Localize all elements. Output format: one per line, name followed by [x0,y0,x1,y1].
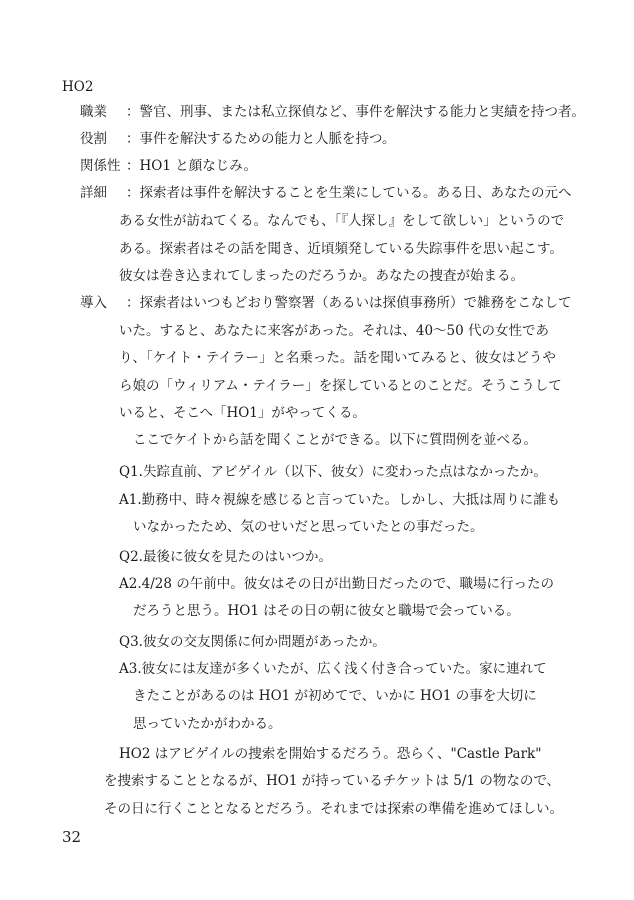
field-label: 職業 [80,104,107,120]
paragraph-line: 彼女は巻き込まれてしまったのだろうか。あなたの捜査が始まる。 [119,268,524,284]
field-shokugyo [80,106,585,120]
field-label: 役割 [80,131,107,147]
field-text: ：HO1 と顔なじみ。 [126,158,258,174]
field-text: ：探索者は事件を解決することを生業にしている。ある日、あなたの元へ [126,185,572,201]
field-yakuwari [80,133,395,147]
field-label: 導入 [80,295,107,311]
closing-line: その日に行くこととなるとだろう。それまでは探索の準備を進めてほしい。 [104,801,563,817]
answer-2-line: だろうと思う。HO1 はその日の朝に彼女と職場で会っている。 [133,603,520,619]
closing-line: HO2 はアビゲイルの捜索を開始するだろう。恐らく、"Castle Park" [119,746,542,762]
field-shosai [80,187,572,201]
answer-3-line: 思っていたかがわかる。 [133,716,282,732]
answer-3-line: きたことがあるのは HO1 が初めてで、いかに HO1 の事を大切に [133,688,537,704]
answer-1-line: いなかったため、気のせいだと思っていたとの事だった。 [133,519,484,535]
paragraph-line: ここでケイトから話を聞くことができる。以下に質問例を並べる。 [133,432,538,448]
field-donyu [80,297,572,311]
paragraph-line: いると、そこへ「HO1」がやってくる。 [119,405,366,421]
field-text: ：探索者はいつもどおり警察署（あるいは探偵事務所）で雑務をこなして [126,295,572,311]
answer-3-line: A3.彼女には友達が多くいたが、広く浅く付き合っていた。家に連れて [119,661,547,677]
paragraph-line: り、「ケイト・テイラー」と名乗った。話を聞いてみると、彼女はどうや [119,350,556,366]
field-label: 関係性 [80,158,121,174]
paragraph-line: ある。探索者はその話を聞き、近頃頻発している失踪事件を思い起こす。 [119,241,563,257]
question-2: Q2.最後に彼女を見たのはいつか。 [119,549,332,565]
question-1: Q1.失踪直前、アビゲイル（以下、彼女）に変わった点はなかったか。 [119,464,547,480]
paragraph-line: ある女性が訪ねてくる。なんでも、「『人探し』をして欲しい」というので [119,213,565,229]
paragraph-line: いた。すると、あなたに来客があった。それは、40～50 代の女性であ [119,323,550,339]
answer-2-line: A2.4/28 の午前中。彼女はその日が出勤日だったので、職場に行ったの [119,576,554,592]
closing-line: を捜索することとなるが、HO1 が持っているチケットは 5/1 の物なので、 [104,773,561,789]
field-kankeisei [80,160,257,174]
field-label: 詳細 [80,185,107,201]
paragraph-line: ら娘の「ウィリアム・テイラー」を探しているとのことだ。そうこうして [119,378,562,394]
field-text: ：警官、刑事、または私立探偵など、事件を解決する能力と実績を持つ者。 [126,104,585,120]
answer-1-line: A1.勤務中、時々視線を感じると言っていた。しかし、大抵は周りに誰も [119,492,561,508]
section-heading: HO2 [62,79,94,95]
page-number: 32 [62,828,82,846]
field-text: ：事件を解決するための能力と人脈を持つ。 [126,131,396,147]
question-3: Q3.彼女の交友関係に何か問題があったか。 [119,634,386,650]
